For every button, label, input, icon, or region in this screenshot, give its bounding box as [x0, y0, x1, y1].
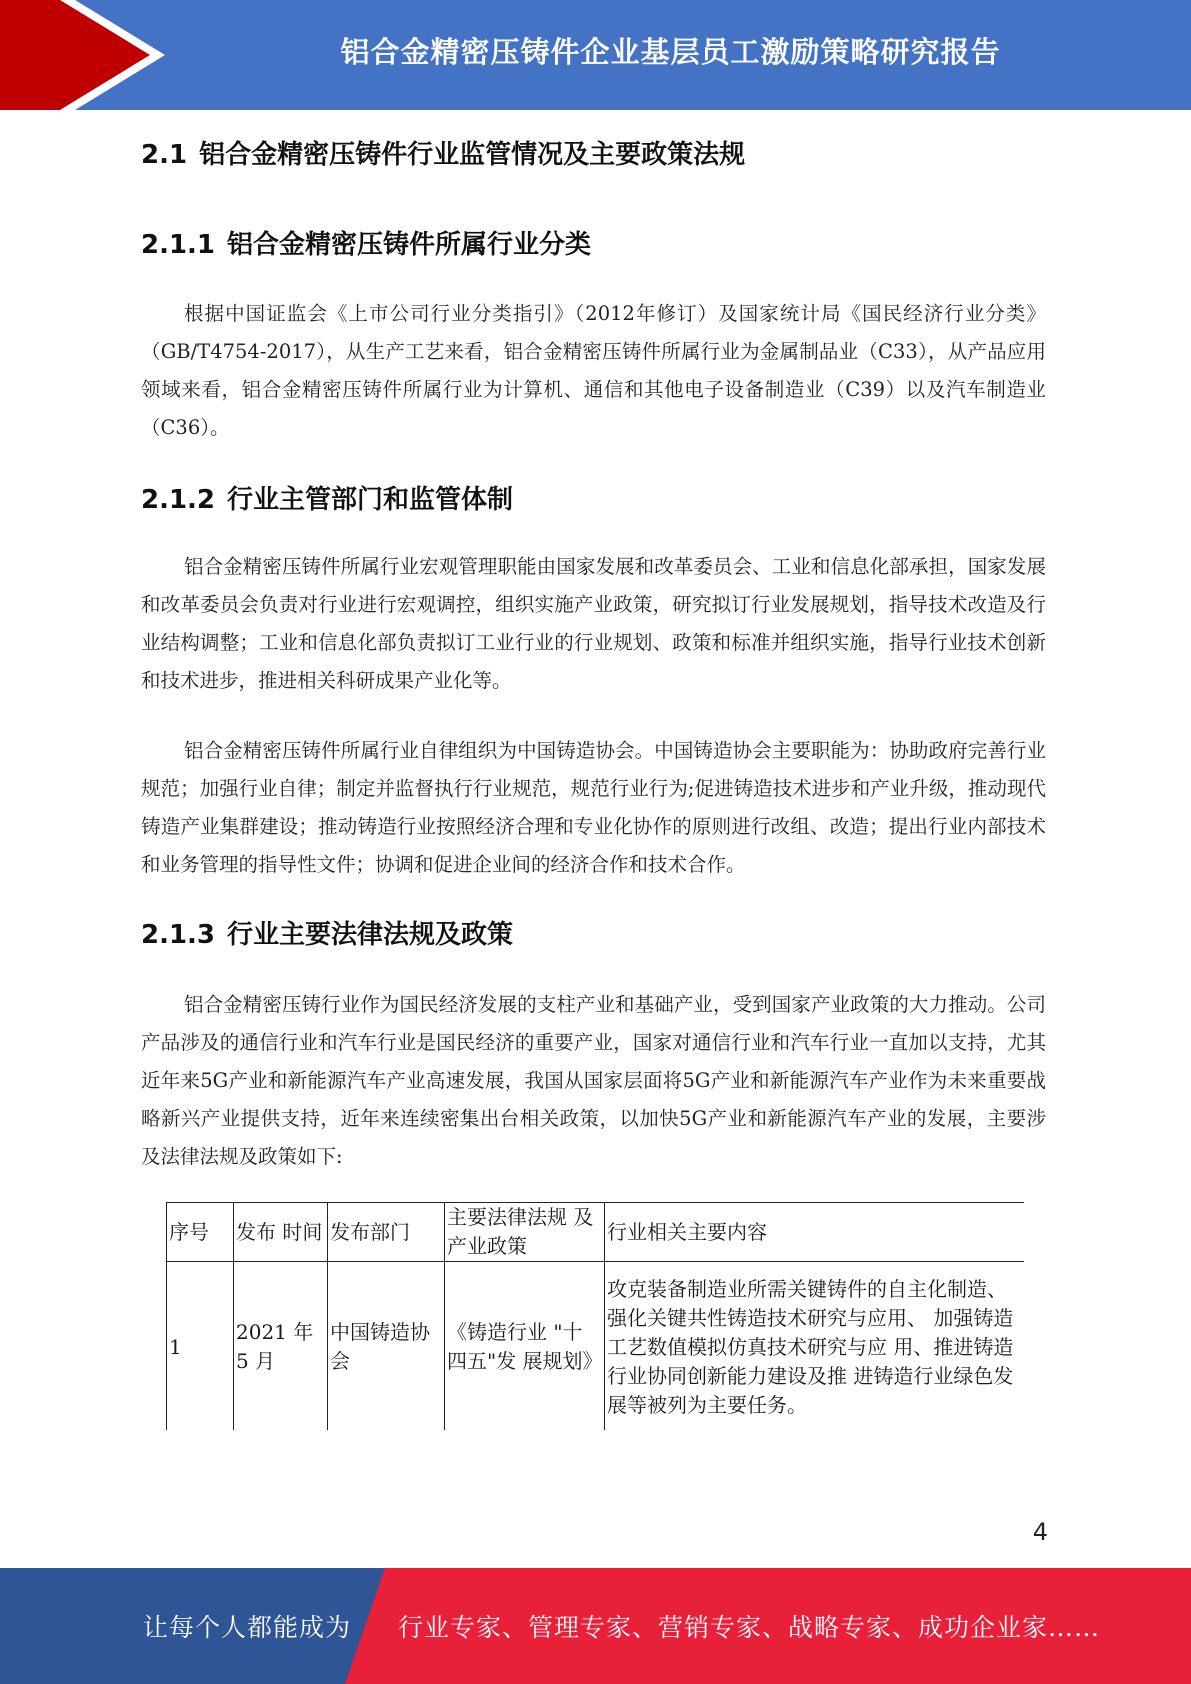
cell-policy: 《铸造行业 "十四五"发 展规划》 [445, 1262, 605, 1431]
section-title: 铝合金精密压铸件所属行业分类 [227, 230, 592, 260]
header-policy: 主要法律法规 及产业政策 [445, 1203, 605, 1262]
footer-slogan-right: 行业专家、管理专家、营销专家、战略专家、成功企业家…… [398, 1613, 1101, 1642]
cell-dept: 中国铸造协会 [328, 1262, 445, 1431]
policy-table-container [166, 1202, 1024, 1430]
table-header-row [167, 1203, 1025, 1262]
footer-slogan-left: 让每个人都能成为 [143, 1613, 352, 1642]
header-seq: 序号 [167, 1203, 234, 1262]
section-heading-2-1-3 [141, 914, 513, 951]
page-number: 4 [1032, 1518, 1048, 1546]
table-row [167, 1262, 1025, 1431]
section-number: 2.1.3 [141, 920, 216, 950]
cell-seq: 1 [167, 1262, 234, 1431]
section-number: 2.1.2 [141, 485, 216, 515]
section-title: 行业主要法律法规及政策 [227, 920, 514, 950]
section-number: 2.1.1 [141, 230, 216, 260]
policy-table [166, 1202, 1024, 1430]
page-footer [0, 1568, 1191, 1684]
cell-content: 攻克装备制造业所需关键铸件的自主化制造、强化关键共性铸造技术研究与应用、 加强铸造工艺数值模拟仿真技术研究与应 用、推进铸造行业协同创新能力建设及推 进铸造行业绿色发展等被列为主要任务。 [605, 1262, 1025, 1431]
page-header [0, 0, 1191, 110]
cell-date: 2021 年 5 月 [234, 1262, 328, 1431]
paragraph-self-regulatory-org: 铝合金精密压铸件所属行业自律组织为中国铸造协会。中国铸造协会主要职能为：协助政府完善行业规范；加强行业自律；制定并监督执行行业规范，规范行业行为;促进铸造技术进步和产业升级，推动现代铸造产业集群建设；推动铸造行业按照经济合理和专业化协作的原则进行改组、改造；提出行业内部技术和业务管理的指导性文件；协调和促进企业间的经济合作和技术合作。 [141, 739, 1046, 876]
header-arrow-decoration [0, 0, 200, 110]
section-heading-2-1-2 [141, 479, 513, 516]
section-heading-2-1 [141, 134, 745, 171]
paragraph-laws-policies: 铝合金精密压铸行业作为国民经济发展的支柱产业和基础产业，受到国家产业政策的大力推动。公司产品涉及的通信行业和汽车行业是国民经济的重要产业，国家对通信行业和汽车行业一直加以支持，尤其近年来5G产业和新能源汽车产业高速发展，我国从国家层面将5G产业和新能源汽车产业作为未来重要战略新兴产业提供支持，近年来连续密集出台相关政策，以加快5G产业和新能源汽车产业的发展，主要涉及法律法规及政策如下: [141, 993, 1046, 1168]
section-title: 行业主管部门和监管体制 [227, 485, 514, 515]
header-content: 行业相关主要内容 [605, 1203, 1025, 1262]
header-dept: 发布部门 [328, 1203, 445, 1262]
header-date: 发布 时间 [234, 1203, 328, 1262]
paragraph-regulatory-authority: 铝合金精密压铸件所属行业宏观管理职能由国家发展和改革委员会、工业和信息化部承担，国家发展和改革委员会负责对行业进行宏观调控，组织实施产业政策，研究拟订行业发展规划，指导技术改造及行业结构调整；工业和信息化部负责拟订工业行业的行业规划、政策和标准并组织实施，指导行业技术创新和技术进步，推进相关科研成果产业化等。 [141, 555, 1046, 692]
section-title: 铝合金精密压铸件行业监管情况及主要政策法规 [199, 140, 746, 170]
paragraph-industry-classification: 根据中国证监会《上市公司行业分类指引》（2012年修订）及国家统计局《国民经济行业分类》（GB/T4754-2017），从生产工艺来看，铝合金精密压铸件所属行业为金属制品业（C33），从产品应用领域来看，铝合金精密压铸件所属行业为计算机、通信和其他电子设备制造业（C39）以及汽车制造业（C36）。 [141, 302, 1046, 439]
section-number: 2.1 [141, 140, 188, 170]
section-heading-2-1-1 [141, 224, 591, 261]
report-title: 铝合金精密压铸件企业基层员工激励策略研究报告 [340, 34, 1001, 69]
